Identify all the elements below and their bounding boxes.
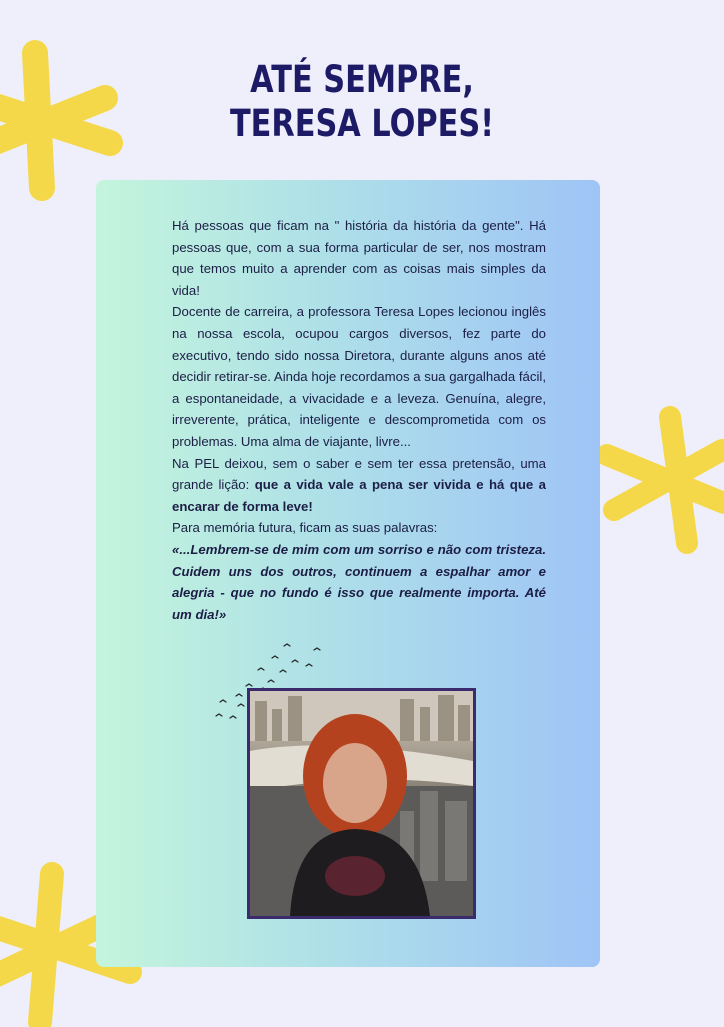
paragraph-lesson (172, 453, 546, 518)
page-title-line-1: ATÉ SEMPRE, (250, 58, 474, 101)
portrait-frame (247, 688, 476, 919)
portrait-photo (250, 691, 473, 916)
paragraph-intro: Há pessoas que ficam na " história da história da gente". Há pessoas que, com a sua forma particular de ser, nos mostram que temos muito a aprender com as coisas mais simples da vida! (172, 218, 546, 298)
star-decoration-right (592, 405, 724, 555)
paragraph-career: Docente de carreira, a professora Teresa Lopes lecionou inglês na nossa escola, ocupou cargos diversos, fez parte do executivo, tendo sido nossa Diretora, durante alguns anos até decidir retirar-se. Ainda hoje recordamos a sua gargalhada fácil, a espontaneidade, a vivacidade e a leveza. Genuína, alegre, irreverente, prática, inteligente e descomprometida com os problemas. Uma alma de viajante, livre... (172, 304, 546, 449)
portrait-illustration (250, 691, 473, 916)
page-title (65, 58, 659, 146)
lesson-highlight: que a vida vale a pena ser vivida e há que a encarar de forma leve! (172, 477, 546, 514)
farewell-quote: «...Lembrem-se de mim com um sorriso e não com tristeza. Cuidem uns dos outros, continuem a espalhar amor e alegria - que no fundo é isso que realmente importa. Até um dia!» (172, 541, 546, 622)
page-title-line-2: TERESA LOPES! (229, 102, 495, 145)
lesson-intro: Na PEL deixou, sem o saber e sem ter essa pretensão, uma grande lição: (172, 455, 546, 493)
paragraph-memory: Para memória futura, ficam as suas palavras: (172, 520, 438, 536)
article-body (172, 215, 546, 625)
